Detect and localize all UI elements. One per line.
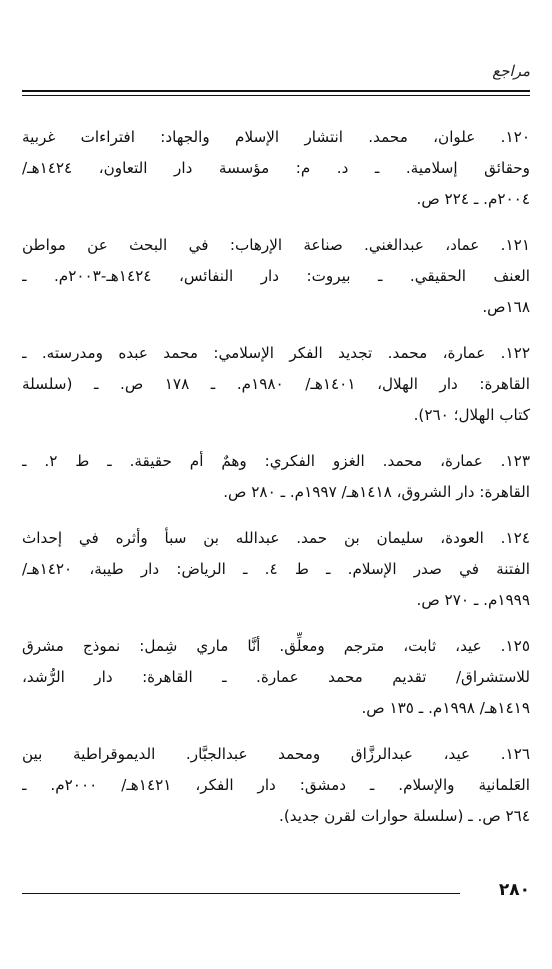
- entry-line: ٢٦٤ ص. ـ (سلسلة حوارات لقرن جديد).: [279, 807, 530, 825]
- entry-line: ١٩٩٩م. ـ ٢٧٠ ص.: [416, 591, 530, 609]
- reference-entry-124: [22, 523, 530, 616]
- reference-entry-121: [22, 230, 530, 323]
- header-rule-thin: [22, 95, 530, 96]
- entry-line: ١٢٢. عمارة، محمد. تجديد الفكر الإسلامي: محمد عبده ومدرسته. ـ: [22, 344, 530, 362]
- running-head: مراجع: [492, 62, 530, 80]
- reference-list: [22, 122, 530, 847]
- entry-line: ١٢١. عماد، عبدالغني. صناعة الإرهاب: في البحث عن مواطن: [22, 236, 530, 254]
- entry-line: العَلمانية والإسلام. ـ دمشق: دار الفكر، ١٤٢١هـ/ ٢٠٠٠م. ـ: [22, 776, 530, 794]
- reference-entry-120: [22, 122, 530, 215]
- entry-line: وحقائق إسلامية. ـ د. م: مؤسسة دار التعاون، ١٤٢٤هـ/: [22, 159, 530, 177]
- reference-entry-126: [22, 739, 530, 832]
- entry-line: ١٢٠. علوان، محمد. انتشار الإسلام والجهاد: افتراءات غربية: [22, 128, 530, 146]
- entry-line: ١٢٣. عمارة، محمد. الغزو الفكري: وهمٌ أم حقيقة. ـ ط ٢. ـ: [22, 452, 530, 470]
- entry-line: ١٤١٩هـ/ ١٩٩٨م. ـ ١٣٥ ص.: [361, 699, 530, 717]
- footer-rule: [22, 893, 460, 894]
- reference-entry-122: [22, 338, 530, 431]
- header-rule: [22, 90, 530, 92]
- entry-line: ١٢٥. عيد، ثابت، مترجم ومعلِّق. أنَّا ماري شِمل: نموذج مشرق: [22, 637, 530, 655]
- entry-line: للاستشراق/ تقديم محمد عمارة. ـ القاهرة: دار الرُّشد،: [22, 668, 530, 686]
- entry-line: القاهرة: دار الشروق، ١٤١٨هـ/ ١٩٩٧م. ـ ٢٨٠ ص.: [223, 483, 530, 501]
- entry-line: كتاب الهلال؛ ٢٦٠).: [413, 406, 530, 424]
- reference-entry-123: [22, 446, 530, 508]
- entry-line: ١٢٤. العودة، سليمان بن حمد. عبدالله بن سبأ وأثره في إحداث: [22, 529, 530, 547]
- entry-line: ٢٠٠٤م. ـ ٢٢٤ ص.: [416, 190, 530, 208]
- page-number: ٢٨٠: [498, 880, 530, 900]
- entry-line: الفتنة في صدر الإسلام. ـ ط ٤. ـ الرياض: دار طيبة، ١٤٢٠هـ/: [22, 560, 530, 578]
- entry-line: العنف الحقيقي. ـ بيروت: دار النفائس، ١٤٢٤هـ-٢٠٠٣م. ـ: [22, 267, 530, 285]
- entry-line: القاهرة: دار الهلال، ١٤٠١هـ/ ١٩٨٠م. ـ ١٧٨ ص. ـ (سلسلة: [22, 375, 530, 393]
- entry-line: ١٢٦. عيد، عبدالرزَّاق ومحمد عبدالجبَّار. الديموقراطية بين: [22, 745, 530, 763]
- reference-entry-125: [22, 631, 530, 724]
- entry-line: ١٦٨ص.: [482, 298, 530, 316]
